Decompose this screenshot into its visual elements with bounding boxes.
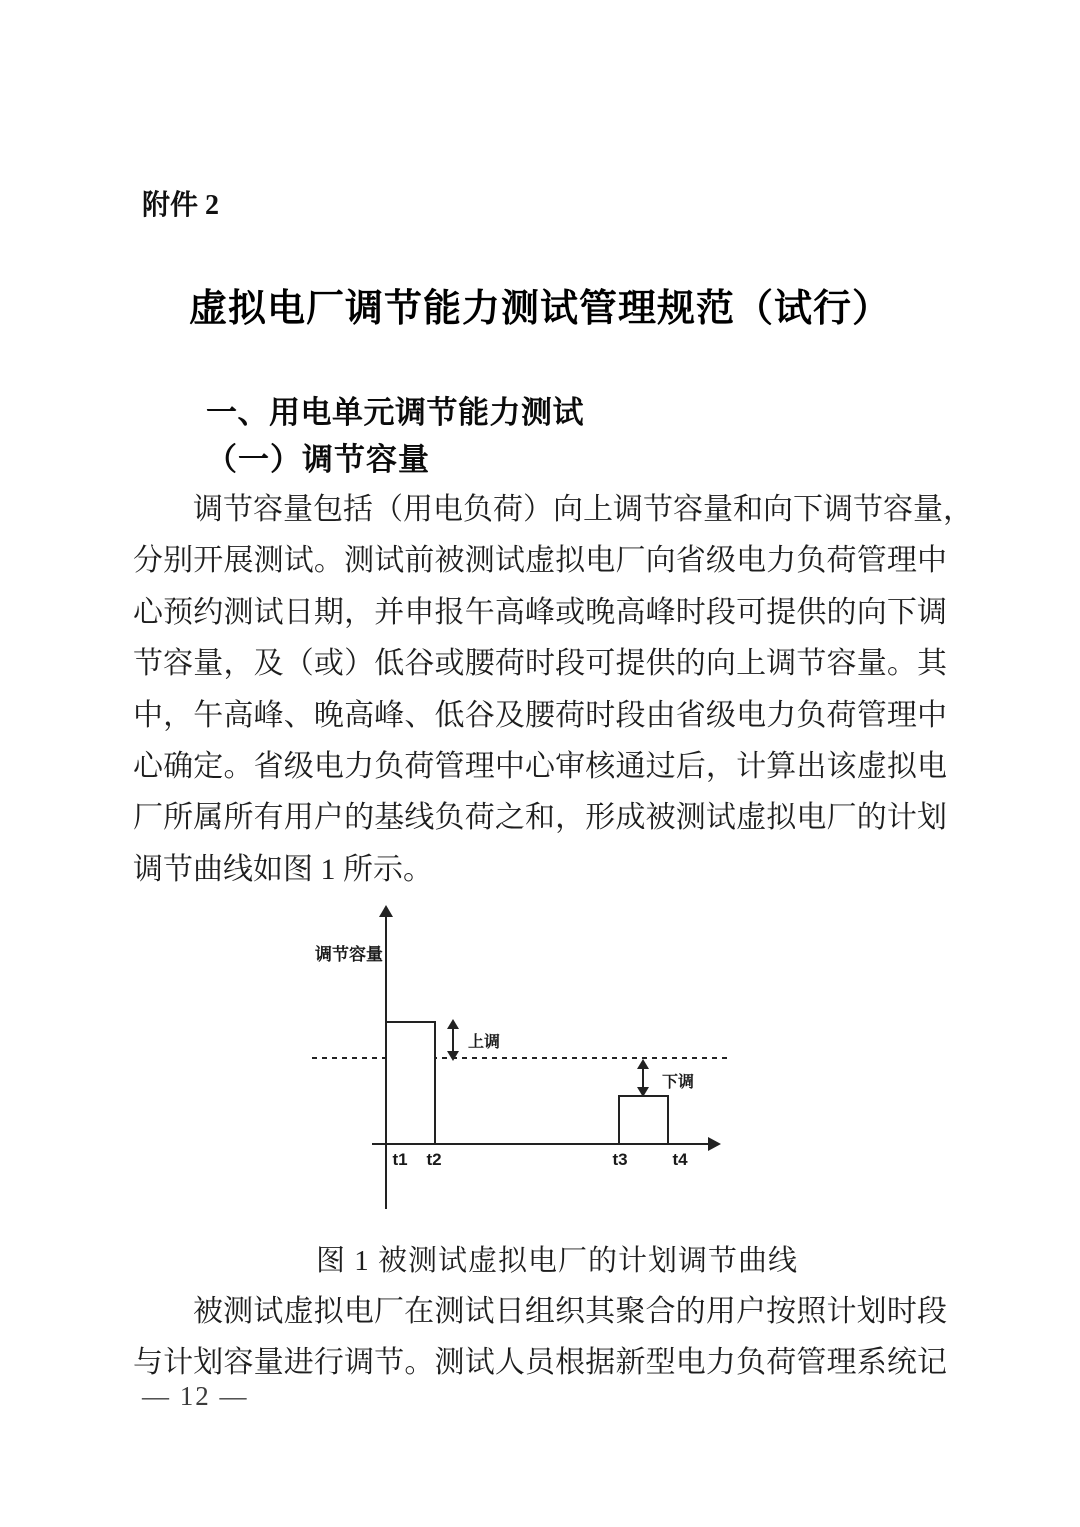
attachment-label: 附件 2: [142, 190, 220, 221]
paragraph-1-line: 心确定。省级电力负荷管理中心审核通过后，计算出该虚拟电: [133, 749, 947, 783]
x-tick-t3: t3: [612, 1150, 628, 1169]
down-regulation-label: 下调: [662, 1074, 695, 1091]
x-axis-arrowhead-icon: [708, 1137, 721, 1151]
page-title: 虚拟电厂调节能力测试管理规范（试行）: [188, 288, 891, 330]
x-tick-t4: t4: [672, 1150, 688, 1169]
section-heading: 一、用电单元调节能力测试: [206, 395, 584, 430]
arrowhead-down-icon: [637, 1087, 649, 1097]
subsection-heading: （一）调节容量: [206, 442, 430, 477]
up-regulation-label: 上调: [468, 1034, 501, 1051]
x-tick-t1: t1: [392, 1150, 408, 1169]
paragraph-2: [133, 1286, 947, 1389]
page-number: — 12 —: [142, 1381, 249, 1411]
arrowhead-down-icon: [447, 1051, 459, 1061]
paragraph-1-line: 中，午高峰、晚高峰、低谷及腰荷时段由省级电力负荷管理中: [133, 698, 947, 732]
arrow-stem: [642, 1067, 644, 1089]
paragraph-1-line: 心预约测试日期，并申报午高峰或晚高峰时段可提供的向下调: [133, 595, 947, 629]
up-regulation-bar: [385, 1021, 436, 1145]
paragraph-2-line: 被测试虚拟电厂在测试日组织其聚合的用户按照计划时段: [193, 1295, 947, 1328]
figure-caption: 图 1 被测试虚拟电厂的计划调节曲线: [315, 1245, 798, 1277]
paragraph-1-line: 厂所属所有用户的基线负荷之和，形成被测试虚拟电厂的计划: [133, 801, 947, 835]
y-axis-arrowhead-icon: [379, 905, 393, 917]
paragraph-1-line: 调节容量包括（用电负荷）向上调节容量和向下调节容量，: [193, 493, 973, 526]
arrow-stem: [452, 1027, 454, 1053]
down-adjust-double-arrow-icon: [637, 1059, 649, 1097]
paragraph-1-line: 节容量，及（或）低谷或腰荷时段可提供的向上调节容量。其: [133, 647, 947, 681]
y-axis-label: 调节容量: [315, 945, 383, 964]
x-axis-line: [372, 1143, 710, 1145]
paragraph-1-line: 分别开展测试。测试前被测试虚拟电厂向省级电力负荷管理中: [133, 544, 947, 578]
down-regulation-bar: [618, 1095, 669, 1145]
baseline-dashed-line: [312, 1057, 730, 1059]
paragraph-2-line: 与计划容量进行调节。测试人员根据新型电力负荷管理系统记: [133, 1346, 947, 1380]
figure-plan-adjustment-curve: [300, 905, 740, 1210]
paragraph-1: [133, 484, 973, 895]
x-tick-t2: t2: [426, 1150, 442, 1169]
paragraph-1-line: 调节曲线如图 1 所示。: [133, 852, 433, 886]
up-adjust-double-arrow-icon: [447, 1019, 459, 1061]
